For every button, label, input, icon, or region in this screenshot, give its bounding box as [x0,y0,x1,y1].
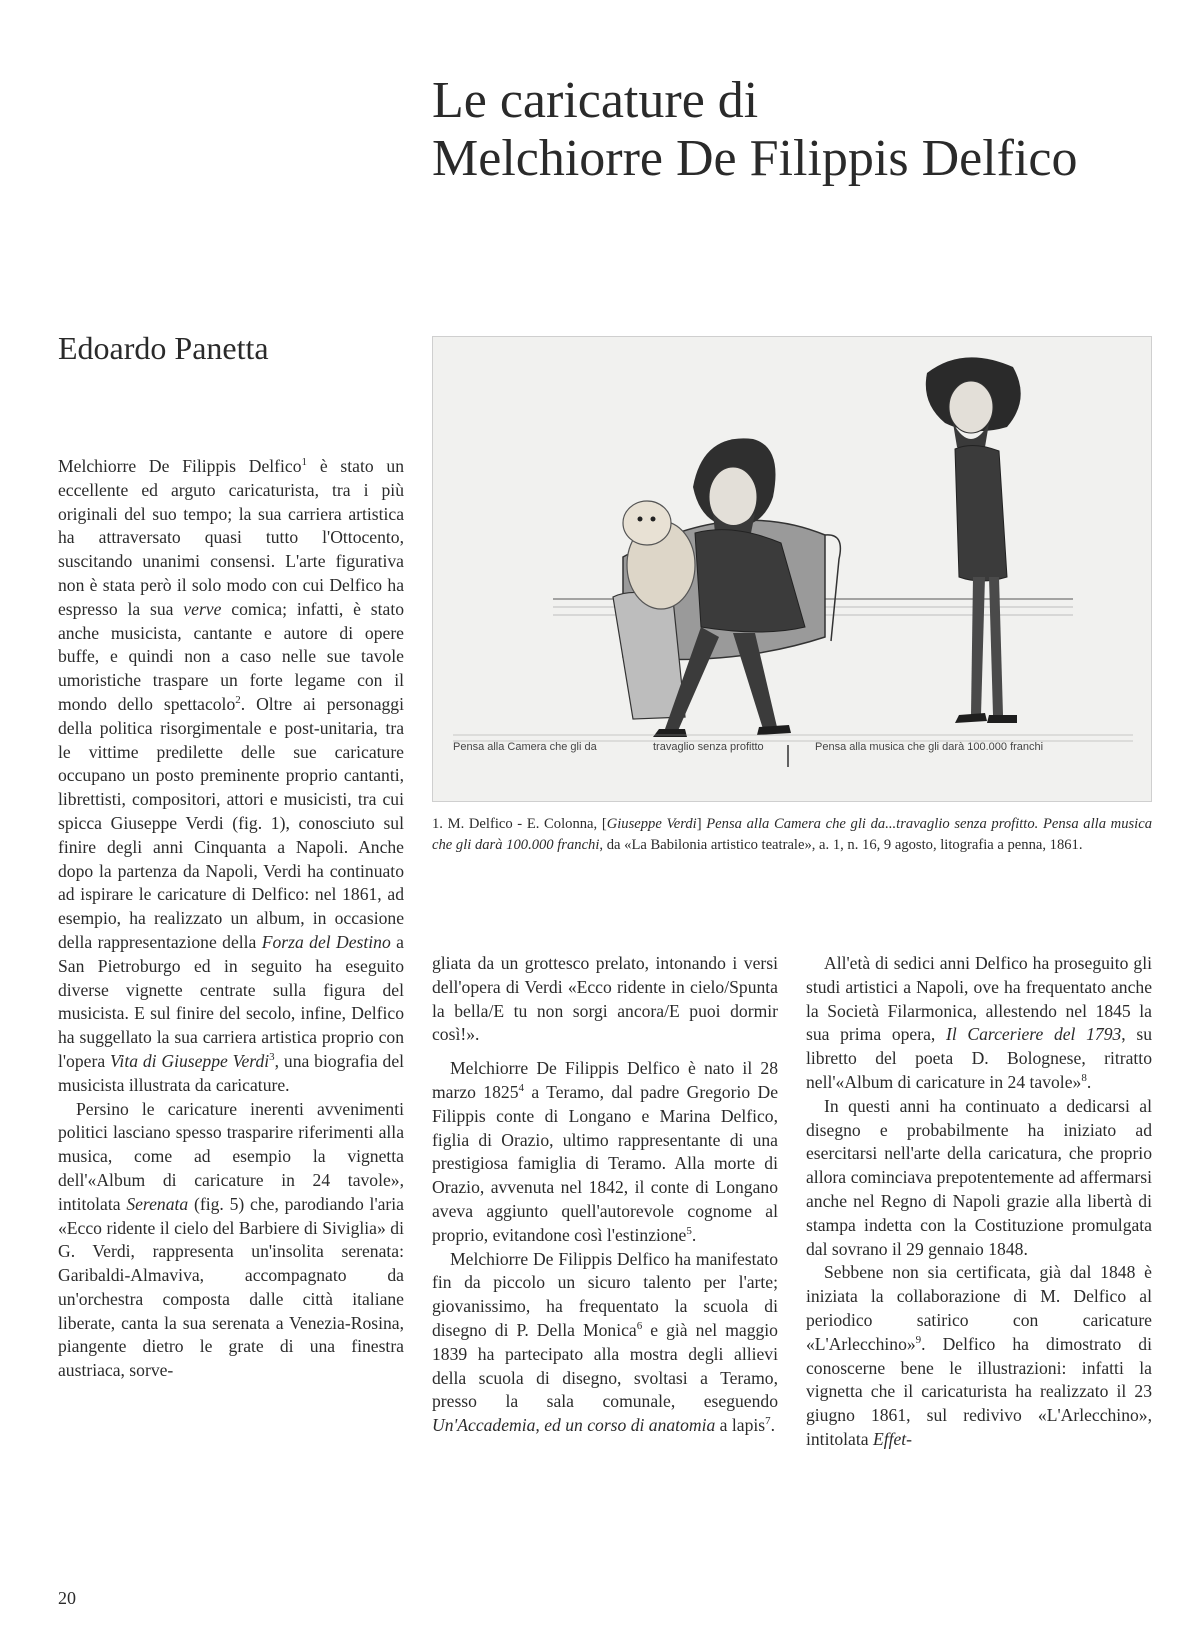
italic-text: Un'Accademia, ed un corso di anatomia [432,1415,716,1436]
text: Sebbene non sia certificata, già dal 1848 è iniziata la collaborazione di M. Delfico al periodico satirico con caricature «L'Arlecchino» [806,1262,1152,1354]
text: , su libretto del poeta D. Bolognese, ritratto nell'«Album di caricature in 24 tavole» [806,1024,1153,1092]
text: . Oltre ai personaggi della politica risorgimentale e post-unitaria, tra le vittime predilette delle sue caricature occupano un posto preminente proprio cantanti, librettisti, compositori, attori e musicisti, tra cui spicca Giuseppe Verdi (fig. 1), conosciuto sul finire degli anni Cinquanta a Napoli. Anche dopo la partenza da Napoli, Verdi ha continuato ad ispirare le caricature di Delfico: nel 1861, ad esempio, ha realizzato un album, in occasione della rappresentazione della [58,693,404,952]
text: è stato un eccellente ed arguto caricaturista, tra i più originali del suo tempo; la sua carriera artistica ha attraversato quasi tutto l'Ottocento, suscitando unanimi consensi. L'arte figurativa non è stata però il solo modo con cui Delfico ha espresso la sua [58,456,405,619]
paragraph [806,952,1152,1095]
text-column-2 [432,952,778,1438]
italic-text: Forza del Destino [261,931,391,952]
footnote-ref: 8 [1081,1072,1087,1085]
text-column-3 [806,952,1152,1452]
italic-text: Pensa alla Camera che gli da...travaglio senza profitto. Pensa alla musica che gli darà 100.000 franchi [432,816,1153,853]
footnote-ref: 4 [518,1082,524,1095]
paragraph [432,1248,778,1438]
figure-inscription-left: Pensa alla Camera che gli da [453,741,597,753]
text: . [691,1224,697,1245]
italic-text: Effet- [872,1428,913,1449]
page-number: 20 [58,1588,76,1608]
text: , da «La Babilonia artistico teatrale», a. 1, n. 16, 9 agosto, litografia a penna, 1861. [599,836,1083,853]
paragraph [806,1261,1152,1451]
footnote-ref: 6 [636,1320,643,1333]
paragraph: In questi anni ha continuato a dedicarsi al disegno e probabilmente ha iniziato ad esercitarsi nell'arte della caricatura, che proprio allora cominciava prepotentemente ad affermarsi anche nel Regno di Napoli grazie alla libertà di stampa indetta con la Costituzione promulgata dal sovrano il 29 gennaio 1848. [806,1095,1152,1259]
figure-caricature [432,336,1152,802]
text: Melchiorre De Filippis Delfico è nato il 28 marzo 1825 [432,1058,778,1102]
text: Melchiorre De Filippis Delfico [58,456,302,476]
text: . Delfico ha dimostrato di conoscerne bene le illustrazioni: infatti la vignetta che il caricaturista ha realizzato il 23 giugno 1861, sul redivivo «L'Arlecchino», intitolata [806,1333,1152,1449]
article-title [432,72,1172,188]
italic-text: Serenata [126,1193,189,1214]
figure-inscription-right: Pensa alla musica che gli darà 100.000 franchi [815,741,1044,753]
text: 1. M. Delfico - E. Colonna, [ [432,816,607,832]
text: a San Pietroburgo ed in seguito ha eseguito diverse vignette centrate sulla figura del musicista. E sul finire del secolo, infine, Delfico ha suggellato la sua carriera artistica proprio con l'opera [58,931,404,1071]
text-column-1 [58,455,404,1383]
paragraph [432,1057,778,1247]
text: ] [696,816,707,832]
paragraph [58,1098,404,1384]
text: Persino le caricature inerenti avvenimenti politici lasciano spesso trasparire riferimenti alla musica, come ad esempio la vignetta dell'«Album di caricature in 24 tavole», intitolata [58,1098,404,1214]
text: Melchiorre De Filippis Delfico ha manifestato fin da piccolo un sicuro talento per l'arte; giovanissimo, ha frequentato la scuola di disegno di P. Della Monica [432,1248,778,1340]
footnote-ref: 9 [915,1333,922,1346]
caricature-illustration [433,337,1151,801]
text: comica; infatti, è stato anche musicista, cantante e autore di opere buffe, e quindi non a caso nelle sue tavole umoristiche traspare un forte legame con il mondo dello spettacolo [58,598,404,714]
footnote-ref: 3 [269,1051,275,1064]
paragraph [58,455,404,1098]
text: . [1086,1071,1092,1092]
author-name: Edoardo Panetta [58,330,269,366]
text: a Teramo, dal padre Gregorio De Filippis conte di Longano e Marina Delfico, figlia di Orazio, ultimo rappresentante di una prestigiosa famiglia di Teramo. Alla morte di Orazio, avvenuta nel 1842, il conte di Longano aveva aggiunto quell'autorevole cognome al proprio, evitandone così l'estinzione [432,1081,778,1245]
italic-text: Giuseppe Verdi [606,816,697,832]
paragraph: gliata da un grottesco prelato, intonando i versi dell'opera di Verdi «Ecco ridente in cielo/Spunta la bella/E tu non sorgi ancora/E puoi dormir così!». [432,953,778,1045]
italic-text: Vita di Giuseppe Verdi [109,1050,270,1071]
text: e già nel maggio 1839 ha partecipato alla mostra degli allievi della scuola di disegno, svoltasi a Teramo, presso la sala comunale, eseguendo [432,1319,778,1412]
footnote-ref: 5 [686,1224,692,1237]
footnote-ref: 7 [765,1415,771,1428]
footnote-ref: 2 [235,694,241,707]
text: (fig. 5) che, parodiando l'aria «Ecco ridente il cielo del Barbiere di Siviglia» di G. Verdi, rappresenta un'insolita serenata: Garibaldi-Almaviva, accompagnato da un'orchestra composta dalle città italiane liberate, canta la sua serenata a Venezia-Rosina, piangente dietro le grate di una finestra austriaca, sorve- [58,1193,404,1381]
text: . [770,1415,776,1436]
figure-inscription-mid: travaglio senza profitto [653,741,764,753]
text: a lapis [715,1415,766,1436]
footnote-ref: 1 [301,456,308,469]
text: All'età di sedici anni Delfico ha proseguito gli studi artistici a Napoli, ove ha frequentato anche la Società Filarmonica, allestendo nel 1845 la sua prima opera, [806,953,1152,1045]
title-line-2: Melchiorre De Filippis Delfico [432,130,1078,187]
figure-caption [432,814,1152,855]
italic-text: verve [183,598,222,619]
italic-text: Il Carceriere del 1793 [945,1024,1122,1045]
title-line-1: Le caricature di [432,72,759,129]
text: , una biografia del musicista illustrata da caricature. [58,1050,405,1095]
